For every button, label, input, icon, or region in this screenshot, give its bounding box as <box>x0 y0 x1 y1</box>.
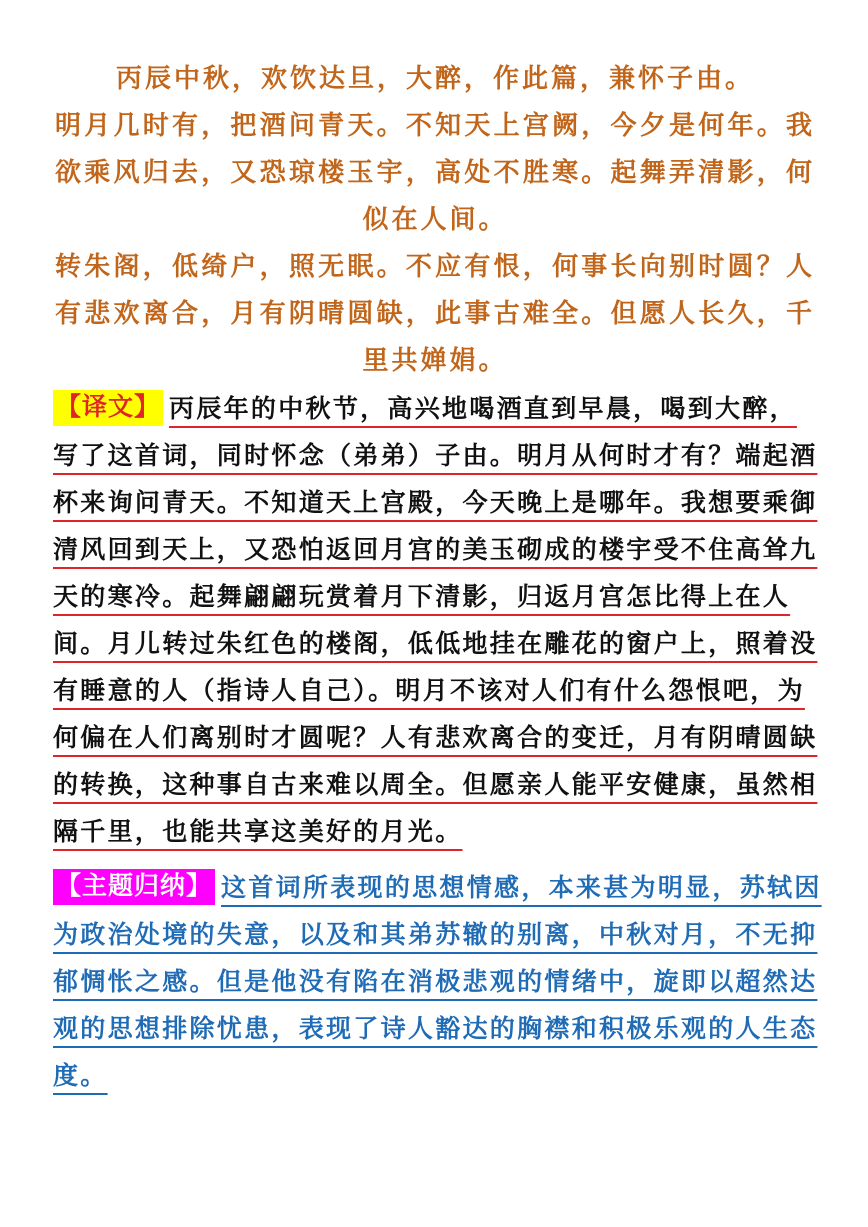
poem-preface: 丙辰中秋，欢饮达旦，大醉，作此篇，兼怀子由。 <box>115 64 754 94</box>
translation-text: 丙辰年的中秋节，高兴地喝酒直到早晨，喝到大醉，写了这首词，同时怀念（弟弟）子由。明月从何时才有？端起酒杯来询问青天。不知道天上宫殿，今天晚上是哪年。我想要乘御清风回到天上，又恐怕返回月宫的美玉砌成的楼宇受不住高耸九天的寒冷。起舞翩翩玩赏着月下清影，归返月宫怎比得上在人间。月儿转过朱红色的楼阁，低低地挂在雕花的窗户上，照着没有睡意的人（指诗人自己）。明月不该对人们有什么怨恨吧，为何偏在人们离别时才圆呢？人有悲欢离合的变迁，月有阴晴圆缺的转换，这种事自古来难以周全。但愿亲人能平安健康，虽然相隔千里，也能共享这美好的月光。 <box>53 394 818 846</box>
theme-label: 【主题归纳】 <box>53 869 215 905</box>
translation-section <box>53 385 823 855</box>
theme-text: 这首词所表现的思想情感，本来甚为明显，苏轼因为政治处境的失意，以及和其弟苏辙的别离，中秋对月，不无抑郁惆怅之感。但是他没有陷在消极悲观的情绪中，旋即以超然达观的思想排除忧患，表现了诗人豁达的胸襟和积极乐观的人生态度。 <box>53 873 822 1090</box>
poem-stanza-2: 转朱阁，低绮户，照无眠。不应有恨，何事长向别时圆？人有悲欢离合，月有阴晴圆缺，此事古难全。但愿人长久，千里共婵娟。 <box>55 252 815 376</box>
translation-label: 【译文】 <box>53 390 163 426</box>
poem-stanza-1: 明月几时有，把酒问青天。不知天上宫阙，今夕是何年。我欲乘风归去，又恐琼楼玉宇，高处不胜寒。起舞弄清影，何似在人间。 <box>55 111 815 235</box>
poem-block <box>55 56 815 385</box>
theme-section <box>53 864 823 1099</box>
